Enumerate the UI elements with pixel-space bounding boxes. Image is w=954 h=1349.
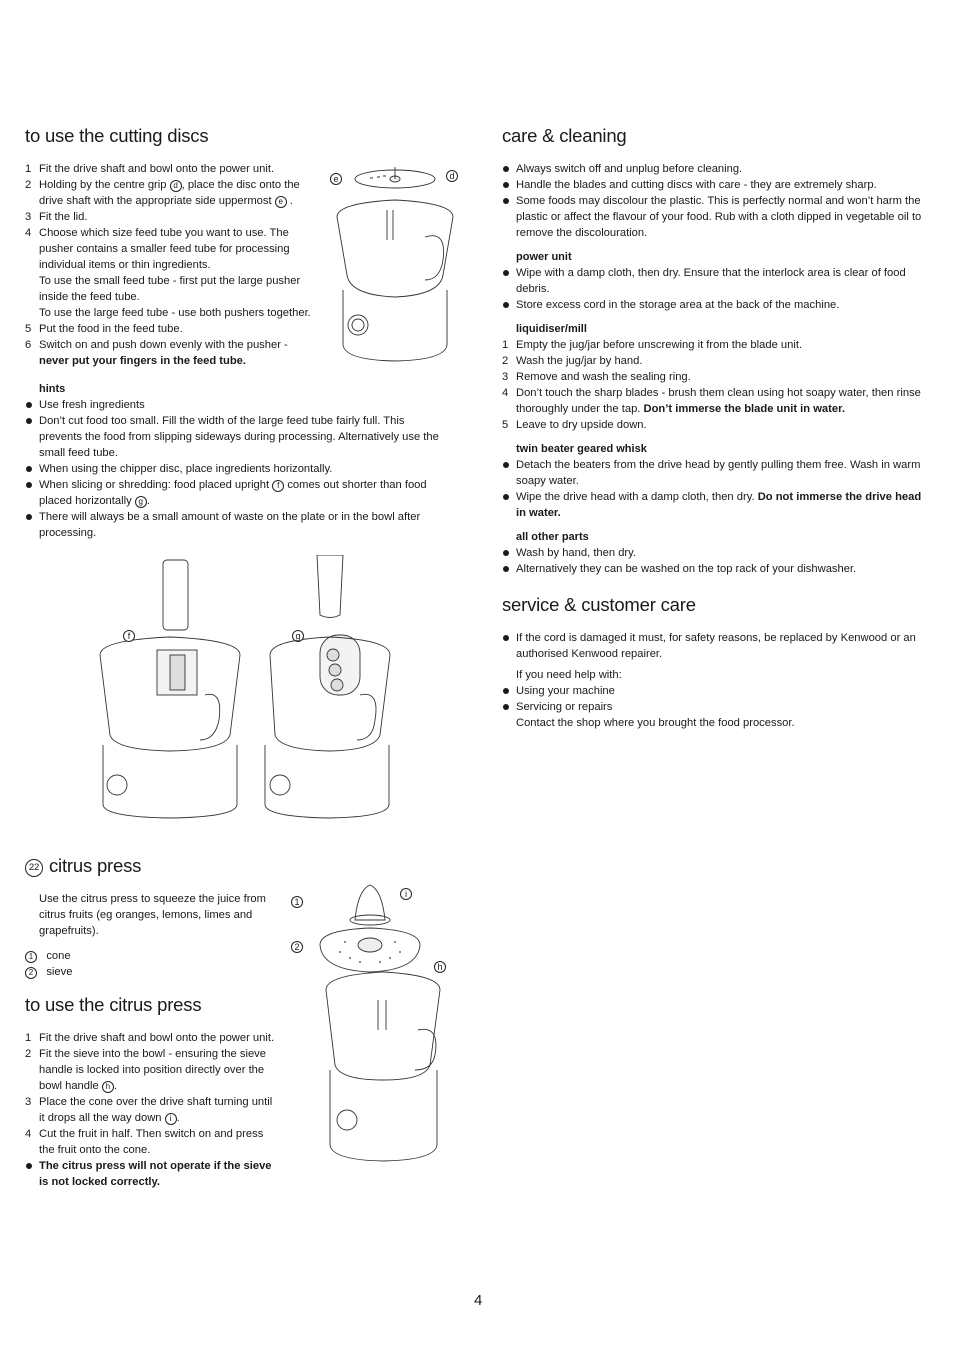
citrus-use-title: to use the citrus press [25, 994, 202, 1015]
list-item: 1 Fit the drive shaft and bowl onto the power unit. [25, 1032, 275, 1044]
citrus-intro: Use the citrus press to squeeze the juice from citrus fruits (eg oranges, lemons, limes and grapefruits). [39, 893, 266, 937]
service-cord [502, 630, 930, 662]
citrus-steps [25, 1030, 275, 1158]
list-item: Servicing or repairs [502, 699, 930, 715]
power-unit-list [502, 265, 930, 313]
whisk-title: twin beater geared whisk [516, 443, 647, 455]
citrus-title: 22 citrus press [25, 855, 275, 877]
list-item: 3 Place the cone over the drive shaft turning until it drops all the way down i . [25, 1096, 273, 1124]
service-contact: Contact the shop where you brought the food processor. [516, 717, 795, 729]
list-item: 2 Holding by the centre grip d , place the disc onto the drive shaft with the appropriate side uppermost e . [25, 179, 300, 207]
citrus-warning: The citrus press will not operate if the sieve is not locked correctly. [25, 1158, 275, 1190]
cutting-section [25, 125, 320, 369]
hints-list [25, 397, 450, 541]
cutting-title: to use the cutting discs [25, 125, 209, 146]
liquidiser-title: liquidiser/mill [516, 323, 587, 335]
fig-label-f: f [123, 630, 135, 642]
list-item: Use fresh ingredients [25, 397, 450, 413]
list-item: There will always be a small amount of waste on the plate or in the bowl after processing. [25, 509, 450, 541]
fig-label-2: 2 [291, 941, 303, 953]
list-item: Using your machine [502, 683, 930, 699]
label-f: f [272, 480, 284, 492]
fig-label-d: d [446, 170, 458, 182]
list-item: 2 Wash the jug/jar by hand. [502, 355, 643, 367]
list-item: 5 Put the food in the feed tube. [25, 323, 183, 335]
list-item: Store excess cord in the storage area at the back of the machine. [502, 297, 930, 313]
liquidiser-list [502, 337, 930, 433]
section-number-badge: 22 [25, 859, 43, 877]
fig-label-g: g [292, 630, 304, 642]
list-item: 5 Leave to dry upside down. [502, 419, 647, 431]
list-item: 1 cone [25, 948, 275, 964]
whisk-list [502, 457, 930, 521]
citrus-press-illustration [300, 880, 460, 1170]
label-e: e [275, 196, 287, 208]
list-item: Detach the beaters from the drive head by gently pulling them free. Wash in warm soapy water. [502, 457, 930, 489]
list-item: 3 Remove and wash the sealing ring. [502, 371, 691, 383]
hints-title: hints [39, 383, 66, 395]
list-item: Handle the blades and cutting discs with care - they are extremely sharp. [502, 177, 930, 193]
list-item: 1 Fit the drive shaft and bowl onto the power unit. [25, 163, 275, 175]
list-item: 4 Cut the fruit in half. Then switch on and press the fruit onto the cone. [25, 1128, 264, 1156]
list-item: Don’t cut food too small. Fill the width of the large feed tube fairly full. This prevents the food from slipping sideways during processing. Alternatively use the small feed tube. [25, 413, 450, 461]
label-d: d [170, 180, 182, 192]
list-item: 4 Choose which size feed tube you want to use. The pusher contains a smaller feed tube for processing individual items or thin ingredients. To use the small feed tube - first put the large pusher inside the feed tube. To use the large feed tube - use both pushers together. [25, 227, 311, 319]
cutting-disc-illustration [325, 155, 465, 370]
list-item: 6 Switch on and push down evenly with the pusher - never put your fingers in the feed tube. [25, 339, 288, 367]
care-title: care & cleaning [502, 125, 627, 146]
citrus-section [25, 855, 275, 1190]
hints-section [25, 381, 450, 541]
list-item: Wash by hand, then dry. [502, 545, 930, 561]
list-item: 2 Fit the sieve into the bowl - ensuring the sieve handle is locked into position directly over the bowl handle h . [25, 1048, 266, 1092]
fig-label-e: e [330, 173, 342, 185]
label-g: g [135, 496, 147, 508]
care-section [502, 125, 930, 731]
service-items [502, 683, 930, 715]
fig-label-1: 1 [291, 896, 303, 908]
other-parts-list [502, 545, 930, 577]
feed-tube-illustration [95, 555, 395, 825]
care-general [502, 161, 930, 241]
fig-label-i: i [400, 888, 412, 900]
list-item: 2 sieve [25, 964, 275, 980]
service-title: service & customer care [502, 594, 696, 615]
list-item: When using the chipper disc, place ingredients horizontally. [25, 461, 450, 477]
list-item: Always switch off and unplug before cleaning. [502, 161, 930, 177]
other-parts-title: all other parts [516, 531, 589, 543]
list-item: Alternatively they can be washed on the top rack of your dishwasher. [502, 561, 930, 577]
power-unit-title: power unit [516, 251, 572, 263]
list-item: 3 Fit the lid. [25, 211, 88, 223]
list-item: 4 Don’t touch the sharp blades - brush them clean using hot soapy water, then rinse thoroughly under the tap. Don’t immerse the blade unit in water. [502, 387, 921, 415]
page-number: 4 [474, 1292, 483, 1309]
list-item: Wipe with a damp cloth, then dry. Ensure that the interlock area is clear of food debris. [502, 265, 930, 297]
service-help: If you need help with: [516, 669, 622, 681]
list-item: Wipe the drive head with a damp cloth, then dry. Do not immerse the drive head in water. [502, 489, 930, 521]
list-item: 1 Empty the jug/jar before unscrewing it from the blade unit. [502, 339, 803, 351]
citrus-parts [25, 948, 275, 980]
list-item: When slicing or shredding: food placed upright f comes out shorter than food placed horizontally g . [25, 477, 450, 509]
cutting-steps [25, 161, 320, 369]
fig-label-h: h [434, 961, 446, 973]
list-item: Some foods may discolour the plastic. This is perfectly normal and won’t harm the plastic or affect the flavour of your food. Rub with a cloth dipped in vegetable oil to remove the discolouration. [502, 193, 930, 241]
list-item: If the cord is damaged it must, for safety reasons, be replaced by Kenwood or an authorised Kenwood repairer. [502, 630, 930, 662]
